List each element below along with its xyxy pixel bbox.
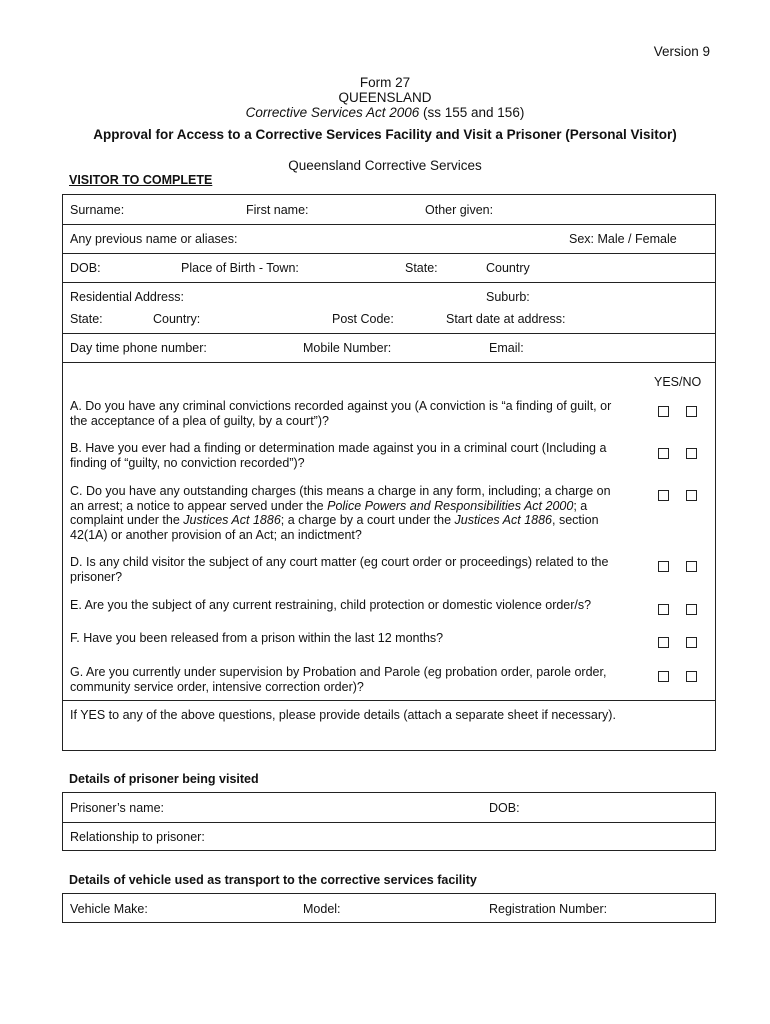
prisoner-name-field[interactable]: Prisoner’s name: [70,801,165,815]
question-f-no-checkbox[interactable] [686,637,697,648]
vehicle-heading: Details of vehicle used as transport to the corrective services facility [69,873,477,887]
email-field[interactable]: Email: [489,341,524,355]
question-b-no-checkbox[interactable] [686,448,697,459]
previous-name-field[interactable]: Any previous name or aliases: [70,232,238,246]
question-e: E. Are you the subject of any current restraining, child protection or domestic violence order/s? [70,598,592,612]
question-b: B. Have you ever had a finding or determination made against you in a criminal court (Including a finding of “guilty, no conviction recorded”)? [70,441,607,470]
birth-town-field[interactable]: Place of Birth - Town: [181,261,299,275]
birth-country-field[interactable]: Country [486,261,530,275]
sex-field[interactable]: Sex: Male / Female [569,232,677,246]
question-d-yes-checkbox[interactable] [658,561,669,572]
row-divider [63,333,715,334]
post-code-field[interactable]: Post Code: [332,312,394,326]
question-b-yes-checkbox[interactable] [658,448,669,459]
question-c-no-checkbox[interactable] [686,490,697,501]
question-f: F. Have you been released from a prison within the last 12 months? [70,631,444,645]
act-name: Corrective Services Act 2006 [245,105,420,120]
row-divider [63,700,715,701]
question-c: C. Do you have any outstanding charges (this means a charge in any form, including; a charge on an arrest; a notice to appear served under the Police Powers and Responsibilities Act 2000; a complaint under the Justices Act 1886; a charge by a court under the Justices Act 1886, section 42(1A) or another provision of an Act; an indictment? [70,484,611,542]
act-sections: (ss 155 and 156) [419,105,525,120]
question-d-no-checkbox[interactable] [686,561,697,572]
question-a-yes-checkbox[interactable] [658,406,669,417]
other-given-field[interactable]: Other given: [425,203,494,217]
registration-field[interactable]: Registration Number: [489,902,608,916]
row-divider [63,282,715,283]
visitor-heading: VISITOR TO COMPLETE [69,173,213,187]
question-g-no-checkbox[interactable] [686,671,697,682]
first-name-field[interactable]: First name: [246,203,309,217]
row-divider [63,822,715,823]
visitor-details-box [62,194,716,751]
vehicle-make-field[interactable]: Vehicle Make: [70,902,148,916]
row-divider [63,362,715,363]
question-d: D. Is any child visitor the subject of any court matter (eg court order or proceedings) related to the prisoner? [70,555,609,584]
row-divider [63,253,715,254]
question-c-yes-checkbox[interactable] [658,490,669,501]
vehicle-details-box [62,893,716,923]
question-e-no-checkbox[interactable] [686,604,697,615]
agency-name: Queensland Corrective Services [288,158,482,173]
start-date-field[interactable]: Start date at address: [446,312,566,326]
birth-state-field[interactable]: State: [405,261,438,275]
row-divider [63,224,715,225]
question-f-yes-checkbox[interactable] [658,637,669,648]
mobile-field[interactable]: Mobile Number: [303,341,392,355]
question-e-yes-checkbox[interactable] [658,604,669,615]
day-phone-field[interactable]: Day time phone number: [70,341,207,355]
details-field[interactable]: If YES to any of the above questions, please provide details (attach a separate sheet if necessary). [70,708,616,722]
dob-field[interactable]: DOB: [70,261,101,275]
prisoner-heading: Details of prisoner being visited [69,772,259,786]
version-label: Version 9 [653,44,710,59]
form-number: Form 27 [359,75,411,90]
prisoner-dob-field[interactable]: DOB: [489,801,520,815]
prisoner-details-box [62,792,716,851]
state-name: QUEENSLAND [338,90,432,105]
act-reference [0,105,770,120]
question-g-yes-checkbox[interactable] [658,671,669,682]
question-g: G. Are you currently under supervision by Probation and Parole (eg probation order, parole order, community service order, intensive correction order)? [70,665,607,694]
residential-address-field[interactable]: Residential Address: [70,290,184,304]
relationship-field[interactable]: Relationship to prisoner: [70,830,205,844]
question-a-no-checkbox[interactable] [686,406,697,417]
vehicle-model-field[interactable]: Model: [303,902,341,916]
address-state-field[interactable]: State: [70,312,103,326]
question-a: A. Do you have any criminal convictions recorded against you (A conviction is “a finding of guilt, or the acceptance of a plea of guilty, by a court”)? [70,399,612,428]
address-country-field[interactable]: Country: [153,312,201,326]
form-title: Approval for Access to a Corrective Services Facility and Visit a Prisoner (Personal Visitor) [93,127,677,142]
suburb-field[interactable]: Suburb: [486,290,530,304]
surname-field[interactable]: Surname: [70,203,125,217]
yes-no-header: YES/NO [654,375,702,389]
